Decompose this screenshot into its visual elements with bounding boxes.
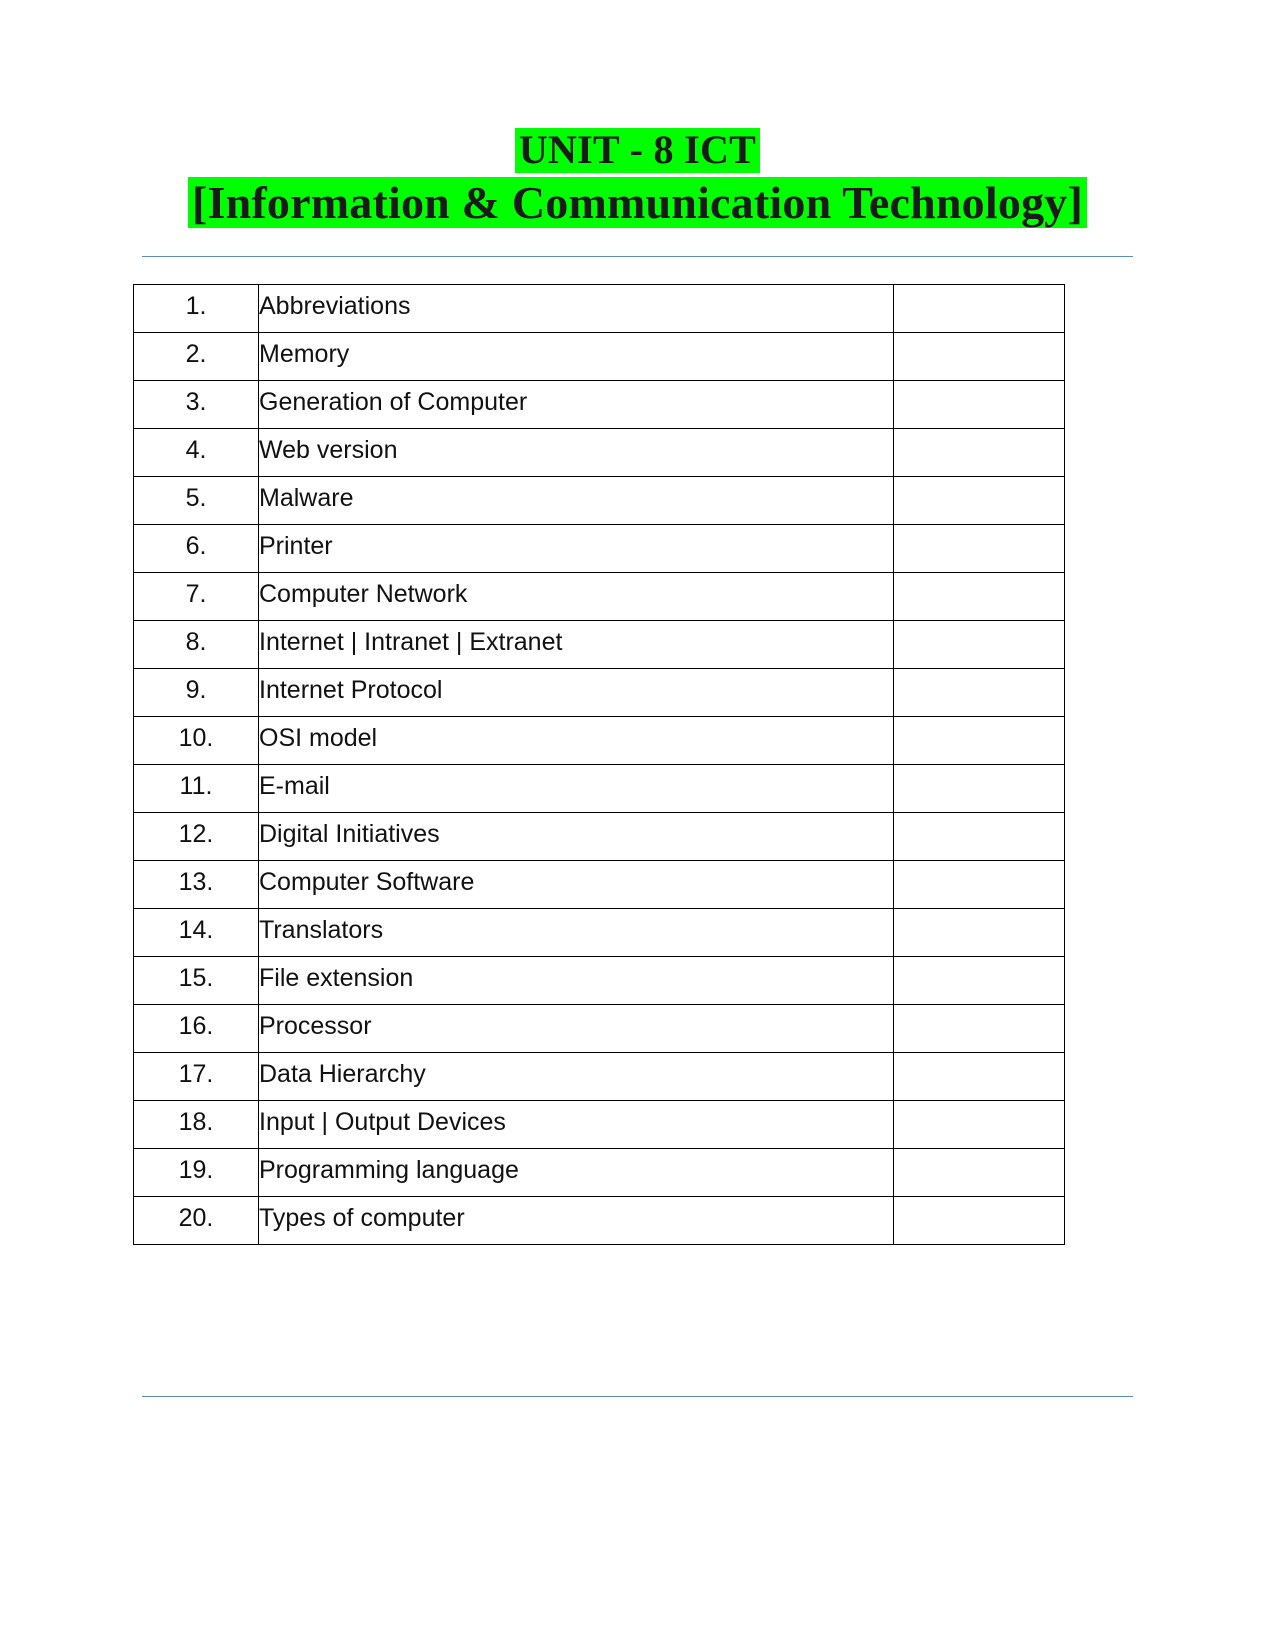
row-topic: OSI model — [259, 717, 894, 765]
table-row — [134, 1149, 1065, 1197]
row-note — [894, 909, 1065, 957]
table-row — [134, 477, 1065, 525]
table-row — [134, 669, 1065, 717]
row-topic: Memory — [259, 333, 894, 381]
table-row — [134, 1053, 1065, 1101]
row-topic: Data Hierarchy — [259, 1053, 894, 1101]
row-number: 7. — [134, 573, 259, 621]
table-row — [134, 765, 1065, 813]
row-note — [894, 381, 1065, 429]
row-number: 8. — [134, 621, 259, 669]
row-number: 3. — [134, 381, 259, 429]
table-row — [134, 813, 1065, 861]
row-topic: Malware — [259, 477, 894, 525]
page-title-primary-text: UNIT - 8 ICT — [515, 128, 760, 173]
row-topic: Internet | Intranet | Extranet — [259, 621, 894, 669]
row-topic: Input | Output Devices — [259, 1101, 894, 1149]
row-note — [894, 1005, 1065, 1053]
row-note — [894, 957, 1065, 1005]
row-number: 12. — [134, 813, 259, 861]
table-row — [134, 1005, 1065, 1053]
row-number: 18. — [134, 1101, 259, 1149]
row-number: 15. — [134, 957, 259, 1005]
row-topic: Digital Initiatives — [259, 813, 894, 861]
row-note — [894, 573, 1065, 621]
row-note — [894, 813, 1065, 861]
row-number: 6. — [134, 525, 259, 573]
row-number: 5. — [134, 477, 259, 525]
row-topic: Internet Protocol — [259, 669, 894, 717]
row-topic: Programming language — [259, 1149, 894, 1197]
table-row — [134, 621, 1065, 669]
table-row — [134, 525, 1065, 573]
row-note — [894, 1197, 1065, 1245]
row-number: 17. — [134, 1053, 259, 1101]
row-number: 14. — [134, 909, 259, 957]
table-row — [134, 1101, 1065, 1149]
row-number: 13. — [134, 861, 259, 909]
table-row — [134, 285, 1065, 333]
row-note — [894, 285, 1065, 333]
table-row — [134, 573, 1065, 621]
page-title-secondary-text: [Information & Communication Technology] — [188, 177, 1087, 229]
row-note — [894, 1101, 1065, 1149]
row-note — [894, 861, 1065, 909]
row-note — [894, 429, 1065, 477]
row-note — [894, 333, 1065, 381]
row-number: 4. — [134, 429, 259, 477]
table-of-contents — [133, 284, 1061, 1245]
row-topic: Printer — [259, 525, 894, 573]
table-row — [134, 429, 1065, 477]
table-row — [134, 909, 1065, 957]
row-topic: Web version — [259, 429, 894, 477]
row-topic: File extension — [259, 957, 894, 1005]
row-topic: Abbreviations — [259, 285, 894, 333]
row-number: 19. — [134, 1149, 259, 1197]
row-note — [894, 1053, 1065, 1101]
row-note — [894, 765, 1065, 813]
table-row — [134, 717, 1065, 765]
table-row — [134, 333, 1065, 381]
row-note — [894, 621, 1065, 669]
toc-table-body — [134, 285, 1065, 1245]
toc-table — [133, 284, 1065, 1245]
row-note — [894, 525, 1065, 573]
row-note — [894, 717, 1065, 765]
table-row — [134, 861, 1065, 909]
row-number: 10. — [134, 717, 259, 765]
row-note — [894, 477, 1065, 525]
page-title-block — [0, 0, 1275, 228]
page-title-secondary — [0, 177, 1275, 229]
row-topic: Generation of Computer — [259, 381, 894, 429]
footer-divider — [142, 1396, 1133, 1397]
table-row — [134, 381, 1065, 429]
row-number: 1. — [134, 285, 259, 333]
row-topic: Translators — [259, 909, 894, 957]
page-title-primary — [0, 128, 1275, 173]
table-row — [134, 957, 1065, 1005]
row-topic: Computer Network — [259, 573, 894, 621]
row-note — [894, 1149, 1065, 1197]
row-number: 16. — [134, 1005, 259, 1053]
header-divider — [142, 256, 1133, 257]
row-number: 11. — [134, 765, 259, 813]
row-note — [894, 669, 1065, 717]
row-topic: Types of computer — [259, 1197, 894, 1245]
row-number: 20. — [134, 1197, 259, 1245]
row-topic: Processor — [259, 1005, 894, 1053]
table-row — [134, 1197, 1065, 1245]
row-topic: E-mail — [259, 765, 894, 813]
row-topic: Computer Software — [259, 861, 894, 909]
row-number: 2. — [134, 333, 259, 381]
row-number: 9. — [134, 669, 259, 717]
